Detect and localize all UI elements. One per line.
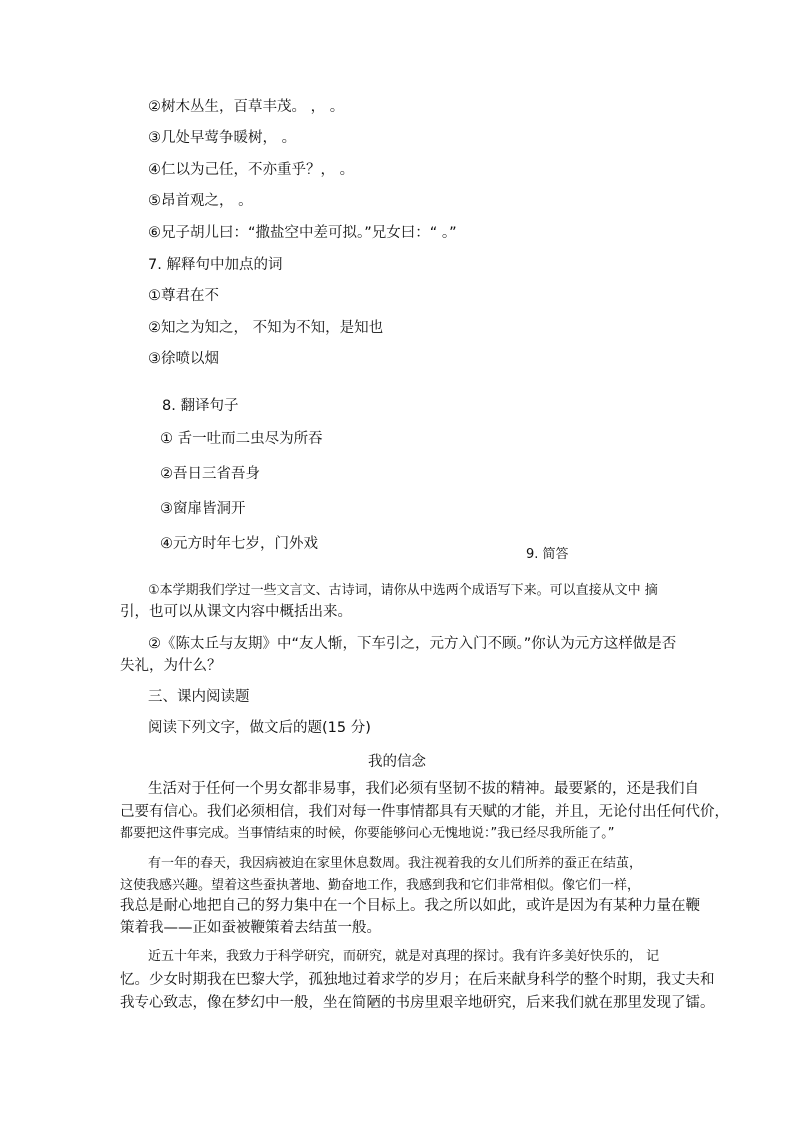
section8-item-1: ① 舌一吐而二虫尽为所吞 [160, 431, 323, 447]
fill-blank-q4: ④仁以为己任，不亦重乎？， 。 [148, 162, 355, 178]
passage-p3-line1: 近五十年来，我致力于科学研究，而研究，就是对真理的探讨。我有许多美好快乐的， 记 [148, 949, 660, 964]
section7-heading: 7. 解释句中加点的词 [148, 257, 283, 273]
passage-p2-line4: 策着我——正如蚕被鞭策着去结茧一般。 [120, 920, 381, 936]
passage-p3-line2: 忆。少女时期我在巴黎大学，孤独地过着求学的岁月；在后来献身科学的整个时期，我丈夫和 [120, 972, 715, 988]
section3-heading: 三、课内阅读题 [148, 689, 250, 705]
section7-item-3: ③徐喷以烟 [148, 351, 219, 367]
passage-p2-line2: 这使我感兴趣。望着这些蚕执著地、勤奋地工作，我感到我和它们非常相似。像它们一样， [120, 878, 641, 893]
passage-p1-line3: 都要把这件事完成。当事情结束的时候，你要能够问心无愧地说：”我已经尽我所能了。” [120, 826, 615, 841]
section7-item-2: ②知之为知之， 不知为不知，是知也 [148, 320, 384, 336]
section8-item-2: ②吾日三省吾身 [160, 466, 260, 482]
section8-heading: 8. 翻译句子 [162, 398, 239, 414]
section9-q1-line2: 引，也可以从课文内容中概括出来。 [120, 604, 352, 620]
section8-item-3: ③窗扉皆洞开 [160, 501, 246, 517]
passage-title: 我的信念 [368, 754, 426, 770]
section7-item-1: ①尊君在不 [148, 288, 219, 304]
section8-item-4: ④元方时年七岁，门外戏 [160, 536, 318, 552]
fill-blank-q5: ⑤昂首观之， 。 [148, 193, 253, 209]
passage-p2-line1: 有一年的春天，我因病被迫在家里休息数周。我注视着我的女儿们所养的蚕正在结茧， [148, 856, 643, 871]
section9-heading: 9. 简答 [526, 547, 569, 562]
section9-q1-line1: ①本学期我们学过一些文言文、古诗词，请你从中选两个成语写下来。可以直接从文中 摘 [148, 583, 658, 598]
passage-p2-line3: 我总是耐心地把自己的努力集中在一个目标上。我之所以如此，或许是因为有某种力量在鞭 [120, 898, 700, 914]
passage-p1-line1: 生活对于任何一个男女都非易事，我们必须有坚韧不拔的精神。最要紧的，还是我们自 [148, 781, 699, 797]
fill-blank-q3: ③几处早莺争暖树， 。 [148, 130, 297, 146]
passage-p1-line2: 己要有信心。我们必须相信，我们对每一件事情都具有天赋的才能，并且，无论付出任何代价， [120, 804, 729, 820]
fill-blank-q2: ②树木丛生，百草丰茂。 ， 。 [148, 99, 345, 115]
passage-p3-line3: 我专心致志，像在梦幻中一般，坐在简陋的书房里艰辛地研究，后来我们就在那里发现了镭。 [120, 995, 715, 1011]
section9-q2-line2: 失礼，为什么？ [120, 658, 222, 674]
section3-instruction: 阅读下列文字，做文后的题(15 分) [148, 720, 371, 736]
fill-blank-q6: ⑥兄子胡儿曰：“撒盐空中差可拟。”兄女曰：“ 。” [148, 225, 457, 241]
section9-q2-line1: ②《陈太丘与友期》中“友人惭，下车引之，元方入门不顾。”你认为元方这样做是否 [148, 636, 677, 652]
